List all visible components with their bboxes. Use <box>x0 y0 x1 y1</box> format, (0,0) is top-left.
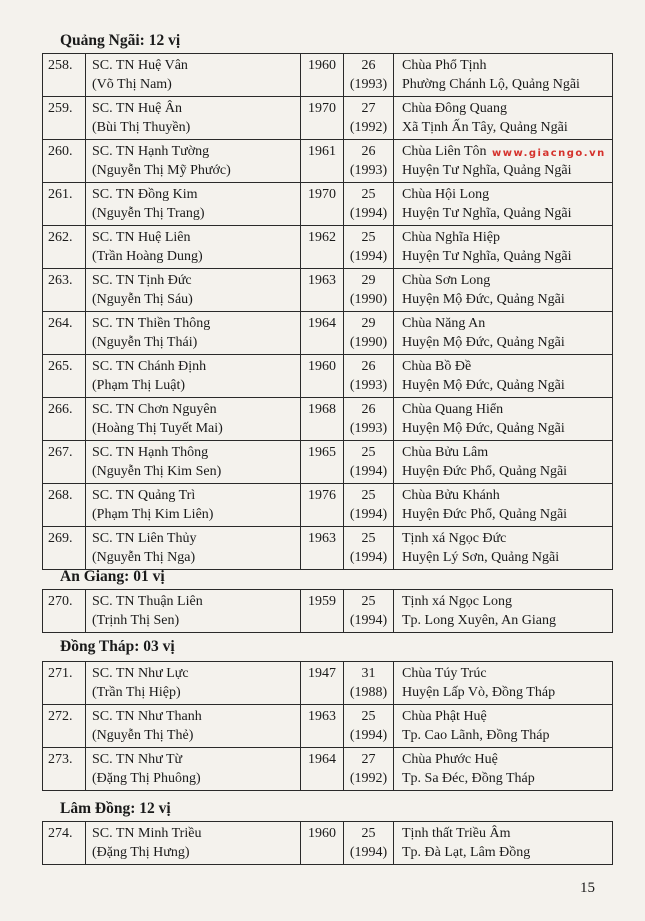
dharma-name: SC. TN Hạnh Tường <box>92 144 210 159</box>
birth-year-cell <box>301 312 344 355</box>
roster-body <box>43 54 613 570</box>
name-cell <box>86 183 301 226</box>
birth-year: 1959 <box>308 594 336 609</box>
place-cell <box>394 97 613 140</box>
roster-table-dong-thap <box>42 661 613 791</box>
ordination-year: (1990) <box>349 335 388 350</box>
lay-name: (Đặng Thị Hưng) <box>92 845 190 860</box>
birth-year-cell <box>301 140 344 183</box>
ordination-age: 26 <box>361 58 376 73</box>
lay-name: (Đặng Thị Phuông) <box>92 771 201 786</box>
temple-location: Huyện Lấp Vò, Đồng Tháp <box>402 685 556 700</box>
entry-number-cell <box>43 355 86 398</box>
ordination-cell <box>344 527 394 570</box>
ordination-age: 25 <box>361 531 376 546</box>
name-cell <box>86 355 301 398</box>
temple-name: Chùa Năng An <box>402 316 486 331</box>
entry-number: 258. <box>48 58 73 73</box>
dharma-name: SC. TN Liên Thủy <box>92 531 197 546</box>
roster-table-an-giang <box>42 589 613 633</box>
table-row <box>43 355 613 398</box>
place-cell <box>394 527 613 570</box>
place-cell <box>394 140 613 183</box>
entry-number-cell <box>43 54 86 97</box>
temple-location: Tp. Cao Lãnh, Đồng Tháp <box>402 728 550 743</box>
entry-number-cell <box>43 312 86 355</box>
roster-table-lam-dong <box>42 821 613 865</box>
temple-location: Huyện Mộ Đức, Quảng Ngãi <box>402 421 565 436</box>
lay-name: (Trịnh Thị Sen) <box>92 613 180 628</box>
temple-name: Tịnh thất Triều Âm <box>402 826 511 841</box>
entry-number: 259. <box>48 101 73 116</box>
birth-year-cell <box>301 398 344 441</box>
table-row <box>43 140 613 183</box>
roster-body <box>43 662 613 791</box>
birth-year: 1960 <box>308 826 336 841</box>
dharma-name: SC. TN Thuận Liên <box>92 594 203 609</box>
birth-year: 1963 <box>308 709 336 724</box>
lay-name: (Nguyễn Thị Thái) <box>92 335 198 350</box>
entry-number-cell <box>43 441 86 484</box>
temple-name: Chùa Nghĩa Hiệp <box>402 230 500 245</box>
entry-number-cell <box>43 269 86 312</box>
ordination-age: 26 <box>361 402 376 417</box>
ordination-cell <box>344 822 394 865</box>
ordination-year: (1990) <box>349 292 388 307</box>
birth-year: 1963 <box>308 531 336 546</box>
table-row <box>43 398 613 441</box>
temple-location: Tp. Đà Lạt, Lâm Đồng <box>402 845 531 860</box>
entry-number: 272. <box>48 709 73 724</box>
ordination-cell <box>344 54 394 97</box>
lay-name: (Nguyễn Thị Kim Sen) <box>92 464 222 479</box>
ordination-cell <box>344 269 394 312</box>
entry-number-cell <box>43 97 86 140</box>
ordination-year: (1993) <box>349 378 388 393</box>
dharma-name: SC. TN Đồng Kim <box>92 187 198 202</box>
table-row <box>43 269 613 312</box>
birth-year: 1976 <box>308 488 336 503</box>
name-cell <box>86 748 301 791</box>
ordination-year: (1994) <box>349 507 388 522</box>
lay-name: (Nguyễn Thị Trang) <box>92 206 205 221</box>
dharma-name: SC. TN Huệ Vân <box>92 58 188 73</box>
temple-location: Huyện Đức Phổ, Quảng Ngãi <box>402 464 568 479</box>
section-heading-dong-thap: Đồng Tháp: 03 vị <box>60 638 175 655</box>
birth-year-cell <box>301 355 344 398</box>
place-cell <box>394 705 613 748</box>
ordination-cell <box>344 705 394 748</box>
ordination-cell <box>344 355 394 398</box>
place-cell <box>394 269 613 312</box>
ordination-year: (1988) <box>349 685 388 700</box>
entry-number: 271. <box>48 666 73 681</box>
lay-name: (Nguyễn Thị Sáu) <box>92 292 193 307</box>
table-row <box>43 226 613 269</box>
ordination-year: (1994) <box>349 550 388 565</box>
place-cell <box>394 54 613 97</box>
lay-name: (Võ Thị Nam) <box>92 77 172 92</box>
lay-name: (Nguyễn Thị Mỹ Phước) <box>92 163 231 178</box>
temple-location: Huyện Mộ Đức, Quảng Ngãi <box>402 335 565 350</box>
temple-location: Tp. Long Xuyên, An Giang <box>402 613 556 628</box>
birth-year-cell <box>301 748 344 791</box>
birth-year: 1962 <box>308 230 336 245</box>
ordination-year: (1994) <box>349 249 388 264</box>
name-cell <box>86 226 301 269</box>
roster-body <box>43 822 613 865</box>
temple-location: Huyện Đức Phổ, Quảng Ngãi <box>402 507 568 522</box>
name-cell <box>86 398 301 441</box>
name-cell <box>86 441 301 484</box>
name-cell <box>86 484 301 527</box>
name-cell <box>86 97 301 140</box>
dharma-name: SC. TN Như Lực <box>92 666 189 681</box>
entry-number-cell <box>43 705 86 748</box>
lay-name: (Bùi Thị Thuyền) <box>92 120 191 135</box>
birth-year: 1970 <box>308 187 336 202</box>
temple-name: Chùa Quang Hiển <box>402 402 504 417</box>
temple-name: Chùa Bồ Đề <box>402 359 472 374</box>
birth-year-cell <box>301 54 344 97</box>
entry-number-cell <box>43 527 86 570</box>
temple-name: Chùa Phước Huệ <box>402 752 498 767</box>
name-cell <box>86 140 301 183</box>
birth-year-cell <box>301 97 344 140</box>
entry-number-cell <box>43 590 86 633</box>
birth-year: 1964 <box>308 752 336 767</box>
entry-number-cell <box>43 484 86 527</box>
ordination-age: 26 <box>361 144 376 159</box>
name-cell <box>86 269 301 312</box>
birth-year: 1960 <box>308 58 336 73</box>
dharma-name: SC. TN Chơn Nguyên <box>92 402 217 417</box>
temple-location: Phường Chánh Lộ, Quảng Ngãi <box>402 77 580 92</box>
birth-year-cell <box>301 822 344 865</box>
ordination-age: 25 <box>361 826 376 841</box>
birth-year: 1970 <box>308 101 336 116</box>
ordination-age: 25 <box>361 594 376 609</box>
temple-location: Huyện Tư Nghĩa, Quảng Ngãi <box>402 206 572 221</box>
birth-year-cell <box>301 441 344 484</box>
entry-number-cell <box>43 226 86 269</box>
lay-name: (Trần Thị Hiệp) <box>92 685 181 700</box>
section-heading-an-giang: An Giang: 01 vị <box>60 568 165 585</box>
place-cell <box>394 312 613 355</box>
ordination-cell <box>344 312 394 355</box>
entry-number: 263. <box>48 273 73 288</box>
lay-name: (Hoàng Thị Tuyết Mai) <box>92 421 223 436</box>
entry-number: 269. <box>48 531 73 546</box>
entry-number: 267. <box>48 445 73 460</box>
birth-year: 1968 <box>308 402 336 417</box>
table-row <box>43 662 613 705</box>
watermark: www.giacngo.vn <box>492 148 606 159</box>
temple-name: Chùa Đông Quang <box>402 101 507 116</box>
temple-location: Huyện Tư Nghĩa, Quảng Ngãi <box>402 249 572 264</box>
entry-number: 265. <box>48 359 73 374</box>
table-row <box>43 183 613 226</box>
temple-name: Chùa Túy Trúc <box>402 666 487 681</box>
entry-number: 261. <box>48 187 73 202</box>
birth-year: 1963 <box>308 273 336 288</box>
dharma-name: SC. TN Huệ Ân <box>92 101 182 116</box>
place-cell <box>394 441 613 484</box>
place-cell <box>394 355 613 398</box>
temple-name: Chùa Phật Huệ <box>402 709 487 724</box>
name-cell <box>86 662 301 705</box>
birth-year-cell <box>301 705 344 748</box>
temple-location: Huyện Lý Sơn, Quảng Ngãi <box>402 550 560 565</box>
birth-year-cell <box>301 527 344 570</box>
dharma-name: SC. TN Minh Triều <box>92 826 202 841</box>
entry-number: 273. <box>48 752 73 767</box>
place-cell <box>394 226 613 269</box>
lay-name: (Phạm Thị Kim Liên) <box>92 507 214 522</box>
ordination-year: (1994) <box>349 728 388 743</box>
ordination-cell <box>344 183 394 226</box>
temple-location: Tp. Sa Đéc, Đồng Tháp <box>402 771 535 786</box>
ordination-year: (1993) <box>349 163 388 178</box>
ordination-cell <box>344 484 394 527</box>
place-cell <box>394 662 613 705</box>
ordination-cell <box>344 398 394 441</box>
entry-number: 262. <box>48 230 73 245</box>
birth-year-cell <box>301 183 344 226</box>
ordination-cell <box>344 97 394 140</box>
dharma-name: SC. TN Tịnh Đức <box>92 273 192 288</box>
ordination-age: 27 <box>361 101 376 116</box>
ordination-age: 29 <box>361 316 376 331</box>
ordination-year: (1994) <box>349 845 388 860</box>
place-cell <box>394 484 613 527</box>
ordination-age: 31 <box>361 666 376 681</box>
entry-number-cell <box>43 662 86 705</box>
ordination-age: 27 <box>361 752 376 767</box>
place-cell <box>394 398 613 441</box>
temple-name: Chùa Bửu Lâm <box>402 445 489 460</box>
lay-name: (Phạm Thị Luật) <box>92 378 186 393</box>
table-row <box>43 54 613 97</box>
birth-year-cell <box>301 484 344 527</box>
table-row <box>43 748 613 791</box>
dharma-name: SC. TN Quảng Trì <box>92 488 196 503</box>
ordination-year: (1993) <box>349 421 388 436</box>
section-heading-quang-ngai: Quảng Ngãi: 12 vị <box>60 32 181 49</box>
entry-number: 260. <box>48 144 73 159</box>
temple-location: Xã Tịnh Ấn Tây, Quảng Ngãi <box>402 120 568 135</box>
roster-body <box>43 590 613 633</box>
name-cell <box>86 705 301 748</box>
dharma-name: SC. TN Huệ Liên <box>92 230 191 245</box>
temple-location: Huyện Mộ Đức, Quảng Ngãi <box>402 378 565 393</box>
entry-number: 270. <box>48 594 73 609</box>
birth-year: 1964 <box>308 316 336 331</box>
ordination-age: 29 <box>361 273 376 288</box>
birth-year-cell <box>301 226 344 269</box>
roster-table-quang-ngai <box>42 53 613 570</box>
birth-year: 1960 <box>308 359 336 374</box>
entry-number: 268. <box>48 488 73 503</box>
ordination-age: 26 <box>361 359 376 374</box>
place-cell <box>394 748 613 791</box>
ordination-cell <box>344 590 394 633</box>
ordination-cell <box>344 226 394 269</box>
name-cell <box>86 822 301 865</box>
ordination-age: 25 <box>361 445 376 460</box>
table-row <box>43 97 613 140</box>
ordination-year: (1992) <box>349 120 388 135</box>
entry-number: 264. <box>48 316 73 331</box>
ordination-age: 25 <box>361 709 376 724</box>
birth-year-cell <box>301 590 344 633</box>
ordination-year: (1994) <box>349 613 388 628</box>
temple-name: Chùa Sơn Long <box>402 273 491 288</box>
name-cell <box>86 312 301 355</box>
ordination-cell <box>344 662 394 705</box>
table-row <box>43 822 613 865</box>
table-row <box>43 441 613 484</box>
dharma-name: SC. TN Như Từ <box>92 752 183 767</box>
birth-year-cell <box>301 269 344 312</box>
table-row <box>43 705 613 748</box>
birth-year: 1961 <box>308 144 336 159</box>
entry-number: 266. <box>48 402 73 417</box>
dharma-name: SC. TN Hạnh Thông <box>92 445 209 460</box>
dharma-name: SC. TN Chánh Định <box>92 359 207 374</box>
table-row <box>43 312 613 355</box>
ordination-cell <box>344 140 394 183</box>
lay-name: (Trần Hoàng Dung) <box>92 249 203 264</box>
ordination-year: (1992) <box>349 771 388 786</box>
birth-year-cell <box>301 662 344 705</box>
ordination-age: 25 <box>361 230 376 245</box>
entry-number: 274. <box>48 826 73 841</box>
birth-year: 1965 <box>308 445 336 460</box>
temple-name: Chùa Hội Long <box>402 187 490 202</box>
birth-year: 1947 <box>308 666 336 681</box>
temple-name: Tịnh xá Ngọc Long <box>402 594 513 609</box>
temple-location: Huyện Mộ Đức, Quảng Ngãi <box>402 292 565 307</box>
temple-name: Chùa Phổ Tịnh <box>402 58 487 73</box>
place-cell <box>394 183 613 226</box>
name-cell <box>86 54 301 97</box>
entry-number-cell <box>43 822 86 865</box>
temple-name: Tịnh xá Ngọc Đức <box>402 531 507 546</box>
dharma-name: SC. TN Như Thanh <box>92 709 202 724</box>
entry-number-cell <box>43 398 86 441</box>
entry-number-cell <box>43 748 86 791</box>
ordination-age: 25 <box>361 187 376 202</box>
ordination-year: (1994) <box>349 206 388 221</box>
temple-location: Huyện Tư Nghĩa, Quảng Ngãi <box>402 163 572 178</box>
name-cell <box>86 527 301 570</box>
place-cell <box>394 822 613 865</box>
ordination-cell <box>344 748 394 791</box>
ordination-year: (1994) <box>349 464 388 479</box>
table-row <box>43 590 613 633</box>
lay-name: (Nguyễn Thị Thẻ) <box>92 728 194 743</box>
ordination-year: (1993) <box>349 77 388 92</box>
name-cell <box>86 590 301 633</box>
table-row <box>43 484 613 527</box>
dharma-name: SC. TN Thiền Thông <box>92 316 211 331</box>
ordination-cell <box>344 441 394 484</box>
section-heading-lam-dong: Lâm Đồng: 12 vị <box>60 800 171 817</box>
place-cell <box>394 590 613 633</box>
entry-number-cell <box>43 140 86 183</box>
table-row <box>43 527 613 570</box>
lay-name: (Nguyễn Thị Nga) <box>92 550 196 565</box>
page-number: 15 <box>580 880 595 896</box>
temple-name: Chùa Bửu Khánh <box>402 488 500 503</box>
temple-name: Chùa Liên Tôn <box>402 144 487 159</box>
ordination-age: 25 <box>361 488 376 503</box>
entry-number-cell <box>43 183 86 226</box>
